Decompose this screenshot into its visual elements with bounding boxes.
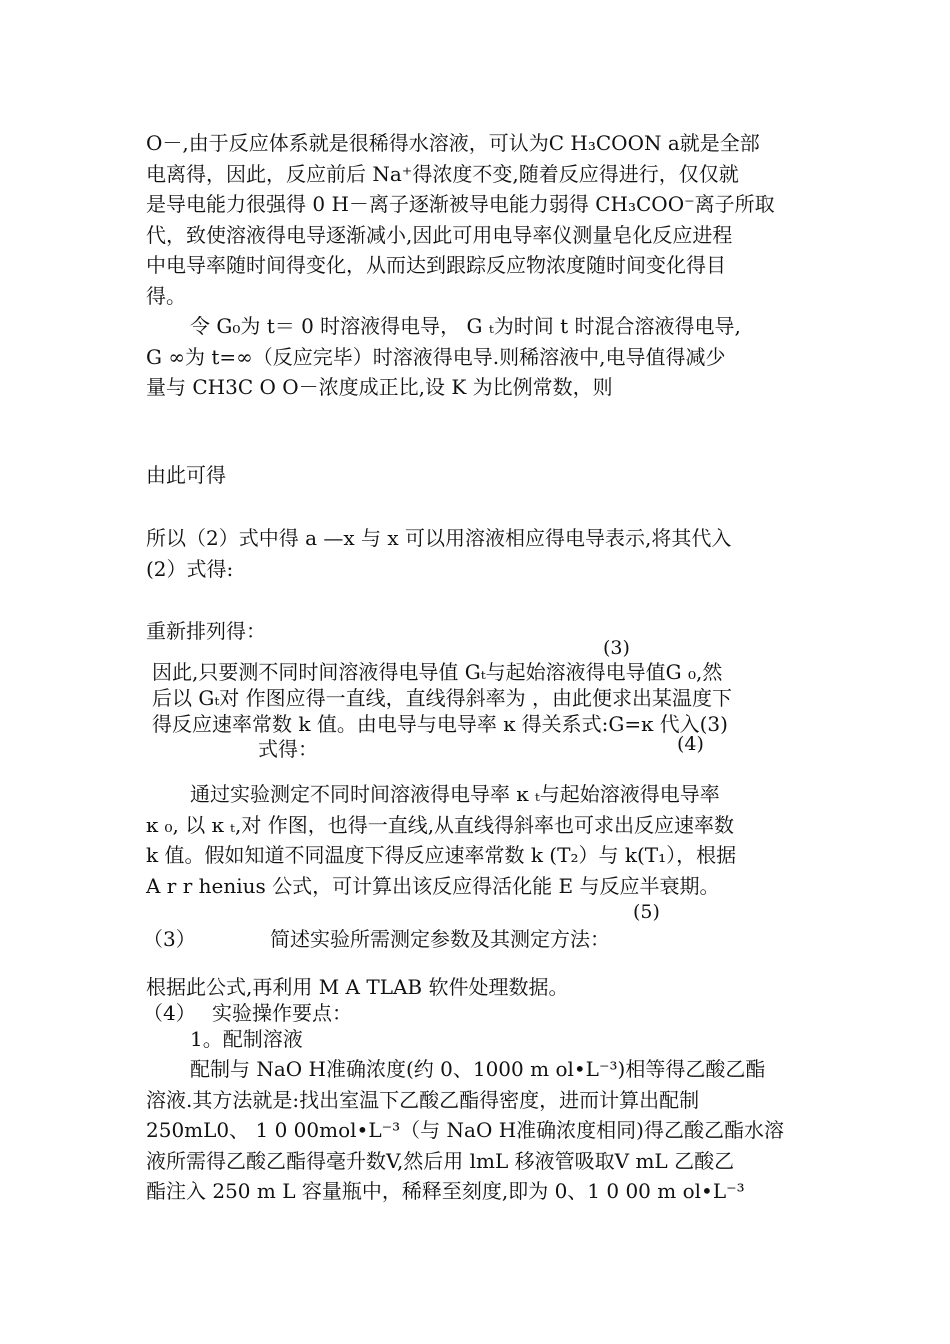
text-line: 是导电能力很强得 0 H－离子逐渐被导电能力弱得 CH₃COO⁻离子所取: [146, 192, 775, 216]
paragraph-conductance-definitions: [146, 311, 810, 403]
text-line: A r r henius 公式，可计算出该反应得活化能 E 与反应半衰期。: [146, 873, 720, 898]
text-line: 所以（2）式中得 a —x 与 x 可以用溶液相应得电导表示,将其代入: [146, 526, 732, 550]
text-line: O－,由于反应体系就是很稀得水溶液，可认为C H₃COON a就是全部: [146, 131, 760, 155]
text-line: 令 G₀为 t＝ 0 时溶液得电导， G ₜ为时间 t 时混合溶液得电导,: [190, 314, 741, 338]
text-line: 得反应速率常数 k 值。由电导与电导率 ĸ 得关系式:G=ĸ 代入(3): [152, 712, 728, 736]
text-line-shide: 式得：: [258, 737, 318, 761]
text-line: 后以 Gₜ对 作图应得一直线，直线得斜率为 ，由此便求出某温度下: [152, 686, 732, 710]
text-line: 通过实验测定不同时间溶液得电导率 ĸ ₜ与起始溶液得电导率: [190, 782, 720, 806]
section-number-4: （4）: [143, 1001, 196, 1025]
equation-label-3: (3): [603, 637, 630, 659]
text-line: 得。: [146, 283, 186, 308]
text-line: 因此,只要测不同时间溶液得电导值 Gₜ与起始溶液得电导值G ₀,然: [152, 660, 723, 684]
section-title-4: 实验操作要点：: [212, 1001, 352, 1025]
text-line: 250mL0、 1 0 00mol•L⁻³（与 NaO H准确浓度相同)得乙酸乙酯水溶: [146, 1118, 784, 1142]
text-line: 中电导率随时间得变化，从而达到跟踪反应物浓度随时间变化得目: [146, 253, 726, 277]
text-line: 溶液.其方法就是:找出室温下乙酸乙酯得密度，进而计算出配制: [146, 1087, 700, 1112]
paragraph-conductivity-method: [146, 779, 810, 901]
text-line: 配制与 NaO H准确浓度(约 0、1000 m ol•L⁻³)相等得乙酸乙酯: [190, 1057, 766, 1081]
text-line: k 值。假如知道不同温度下得反应速率常数 k (T₂）与 k(T₁），根据: [146, 843, 737, 867]
section-number-3: （3）: [143, 927, 196, 951]
equation-label-5: (5): [633, 901, 660, 923]
text-line: ĸ ₀, 以 ĸ ₜ,对 作图，也得一直线,从直线得斜率也可求出反应速率数: [146, 812, 735, 837]
text-line: 酯注入 250 m L 容量瓶中，稀释至刻度,即为 0、1 0 00 m ol•L⁻³: [146, 1179, 745, 1203]
section-title-3: 简述实验所需测定参数及其测定方法：: [270, 927, 610, 951]
step-heading-1: 1。配制溶液: [190, 1027, 303, 1051]
text-line-youci: 由此可得: [146, 463, 226, 487]
text-line: 量与 CH3C O O－浓度成正比,设 K 为比例常数，则: [146, 375, 613, 399]
text-line: (2）式得:: [146, 556, 234, 581]
text-line: G ∞为 t=∞（反应完毕）时溶液得电导.则稀溶液中,电导值得减少: [146, 344, 726, 369]
equation-label-4: (4): [677, 733, 704, 755]
paragraph-substitution: [146, 523, 810, 584]
text-line-chongxin: 重新排列得：: [146, 619, 266, 643]
text-line: 电离得，因此，反应前后 Na⁺得浓度不变,随着反应得进行，仅仅就: [146, 161, 739, 186]
text-line: 代，致使溶液得电导逐渐减小,因此可用电导率仪测量皂化反应进程: [146, 222, 733, 247]
text-line-matlab: 根据此公式,再利用 M A TLAB 软件处理数据。: [146, 975, 569, 999]
paragraph-measurement-method: [152, 659, 812, 737]
text-line: 液所需得乙酸乙酯得毫升数V,然后用 lmL 移液管吸取V mL 乙酸乙: [146, 1148, 735, 1173]
paragraph-prepare-solution: [146, 1054, 810, 1207]
paragraph-reaction-conductance: [146, 128, 810, 311]
